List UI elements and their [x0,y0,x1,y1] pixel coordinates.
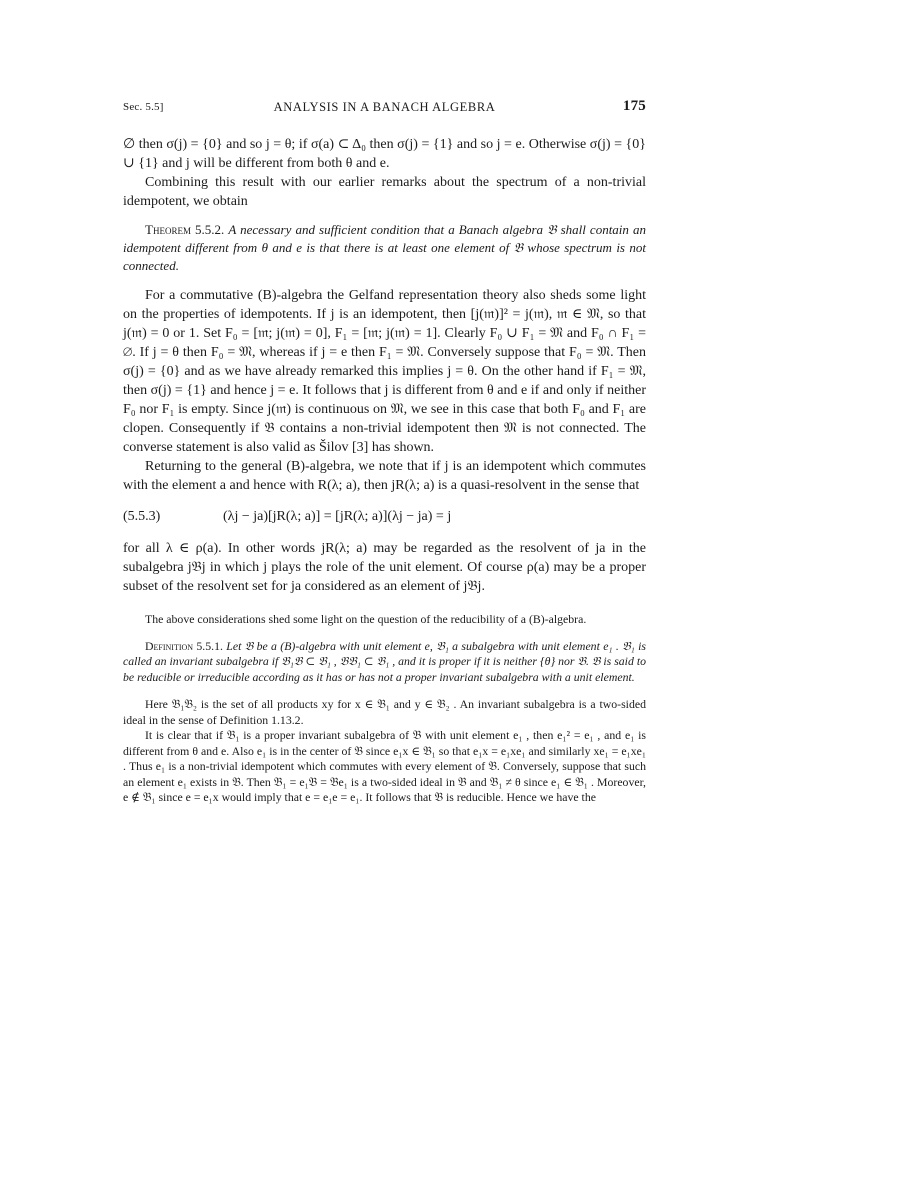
paragraph-combining: Combining this result with our earlier remarks about the spectrum of a non-trivial idempotent, we obtain [123,175,646,209]
small-print-section [123,612,646,806]
theorem-5-5-2 [123,221,646,275]
paragraph-continuation: ∅ then σ(j) = {0} and so j = θ; if σ(a) ⊂ Δ₀ then σ(j) = {1} and so j = e. Otherwise σ(j) = {0} ∪ {1} and j will be different from both θ and e. [123,137,646,171]
paragraph-products: Here 𝔅₁𝔅₂ is the set of all products xy for x ∈ 𝔅₁ and y ∈ 𝔅₂ . An invariant subalgebra is a two-sided ideal in the sense of Definition 1.13.2. [123,697,646,727]
running-title: ANALYSIS IN A BANACH ALGEBRA [273,100,496,114]
paragraph-resolvent: for all λ ∈ ρ(a). In other words jR(λ; a) may be regarded as the resolvent of ja in the subalgebra j𝔅j in which j plays the role of the unit element. Of course ρ(a) may be a proper subset of the resolvent set for ja considered as an element of j𝔅j. [123,541,646,594]
page-number: 175 [622,98,646,114]
paragraph-reducibility: The above considerations shed some light on the question of the reducibility of a (B)-algebra. [145,612,587,626]
paragraph-quasi-resolvent: Returning to the general (B)-algebra, we note that if j is an idempotent which commutes with the element a and hence with R(λ; a), then jR(λ; a) is a quasi-resolvent in the sense that [123,459,646,493]
paragraph-gelfand: For a commutative (B)-algebra the Gelfand representation theory also sheds some light on the properties of idempotents. If j is an idempotent, then [j(𝔪)]² = j(𝔪), 𝔪 ∈ 𝔐, so that j(𝔪) = 0 or 1. Set F₀ = [𝔪; j(𝔪) = 0], F₁ = [𝔪; j(𝔪) = 1]. Clearly F₀ ∪ F₁ = 𝔐 and F₀ ∩ F₁ = ∅. If j = θ then F₀ = 𝔐, whereas if j = e then F₁ = 𝔐. Conversely suppose that F₀ = 𝔐. Then σ(j) = {0} and as we have already remarked this implies j = θ. On the other hand if F₁ = 𝔐, then σ(j) = {1} and hence j = e. It follows that j is different from θ and e if and only if neither F₀ nor F₁ is empty. Since j(𝔪) is continuous on 𝔐, we see in this case that both F₀ and F₁ are clopen. Consequently if 𝔅 contains a non-trivial idempotent then 𝔐 is not connected. The converse statement is also valid as Šilov [3] has shown. [123,288,646,455]
equation-5-5-3 [123,507,646,529]
theorem-statement: A necessary and sufficient condition that a Banach algebra 𝔅 shall contain an idempotent different from θ and e is that there is at least one element of 𝔅 whose spectrum is not connected. [123,222,646,273]
definition-statement: Let 𝔅 be a (B)-algebra with unit element e, 𝔅₁ a subalgebra with unit element e₁ . 𝔅₁ is called an invariant subalgebra if 𝔅₁𝔅 ⊂ 𝔅₁ , 𝔅𝔅₁ ⊂ 𝔅₁ , and it is proper if it is neither {θ} nor 𝔅. 𝔅 is said to be reducible or irreducible according as it has or has not a proper invariant subalgebra with a unit element. [123,638,646,684]
definition-label: Definition 5.5.1. [145,638,223,653]
theorem-label: Theorem 5.5.2. [145,222,225,237]
main-text [123,135,646,596]
section-reference: Sec. 5.5] [123,101,164,113]
paragraph-proper-invariant: It is clear that if 𝔅₁ is a proper invariant subalgebra of 𝔅 with unit element e₁ , then e₁² = e₁ , and e₁ is different from θ and e. Also e₁ is in the center of 𝔅 since e₁x ∈ 𝔅₁ so that e₁x = e₁xe₁ and similarly xe₁ = e₁xe₁ . Thus e₁ is a non-trivial idempotent which commutes with every element of 𝔅. Conversely, suppose that such an element e₁ exists in 𝔅. Then 𝔅₁ = e₁𝔅 = 𝔅e₁ is a two-sided ideal in 𝔅 and 𝔅₁ ≠ θ since e₁ ∈ 𝔅₁ . Moreover, e ∉ 𝔅₁ since e = e₁x would imply that e = e₁e = e₁. It follows that 𝔅 is reducible. Hence we have the [123,728,646,804]
equation-number: (5.5.3) [123,509,161,524]
book-page [123,98,646,806]
running-header [123,98,646,118]
definition-5-5-1 [123,639,646,686]
equation-body: (λj − ja)[jR(λ; a)] = [jR(λ; a)](λj − ja) = j [223,509,452,524]
